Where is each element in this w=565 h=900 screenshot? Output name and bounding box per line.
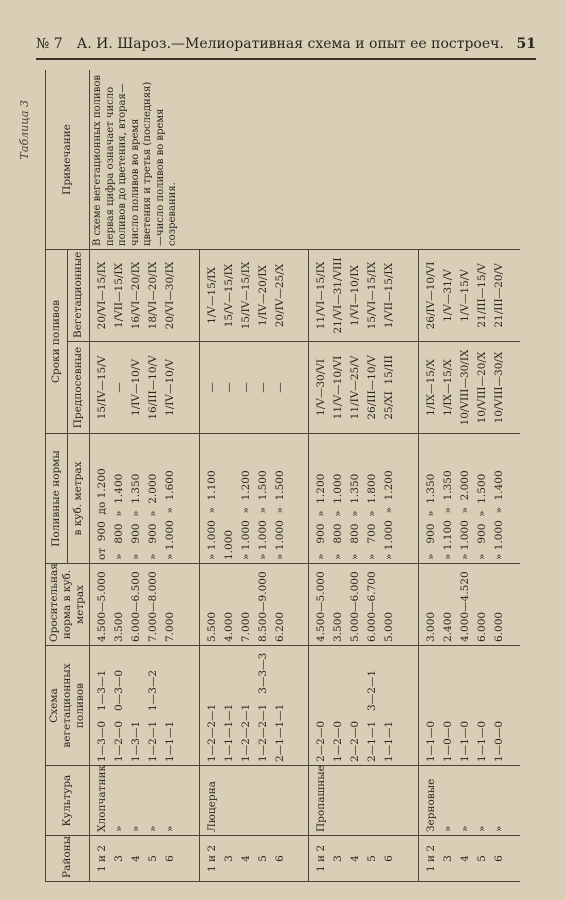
scheme-primary: 2—2—0: [315, 720, 328, 762]
cell-line-pre: —: [256, 382, 269, 393]
cell-line-culture: »: [113, 825, 126, 832]
cell-line-region: 4: [349, 855, 362, 862]
cell-region: [199, 836, 308, 882]
cell-line-pre: 15/IV—15/V: [96, 355, 109, 420]
cell-line-pre: 10/VIII—20/X: [475, 351, 488, 424]
cell-pre: [418, 342, 520, 434]
cell-line-scheme: [423, 649, 440, 762]
cell-line-water: » 800 » 1.350: [349, 473, 362, 560]
cell-line-scheme: [255, 649, 272, 762]
table-label: Таблица 3: [18, 100, 31, 160]
col-terms: Сроки поливов: [46, 249, 68, 433]
cell-line-water: » 700 » 1.800: [366, 473, 379, 560]
scheme-alternate: 1—3—2: [147, 669, 160, 721]
cell-line-water: » 1.000 » 2.000: [458, 470, 471, 560]
cell-line-water: » 1.000 » 1.200: [383, 470, 396, 560]
cell-line-water: » 1.100 » 1.350: [441, 470, 454, 560]
cell-line-scheme: [94, 649, 111, 762]
running-title: А. И. Шароз.—Мелиоративная схема и опыт ее построеч.: [76, 36, 504, 52]
cell-line-culture: [330, 769, 347, 832]
cell-line-veg: 1/V—15/IX: [205, 267, 218, 324]
cell-line-scheme: [491, 649, 508, 762]
scheme-primary: 1—2—1: [147, 720, 160, 762]
cell-line-region: 5: [256, 855, 269, 862]
cell-line-pre: 1/IV—10/V: [164, 359, 177, 416]
cell-line-veg: 1/VII—15/IX: [383, 262, 396, 329]
cell-scheme: [418, 646, 520, 766]
cell-line-region: 1 и 2: [424, 844, 437, 873]
cell-line-veg: 15/V—15/IX: [222, 263, 235, 328]
cell-line-region: 5: [366, 855, 379, 862]
cell-line-culture: [221, 769, 238, 832]
cell-line-scheme: [474, 649, 491, 762]
header-row-1: [46, 70, 68, 882]
page-header: [36, 30, 536, 60]
cell-line-veg: 15/IV—15/IX: [239, 261, 252, 330]
cell-norm: [199, 564, 308, 646]
cell-line-veg: 21/VI—31/VIII: [332, 257, 345, 334]
cell-line-region: 6: [273, 855, 286, 862]
cell-line-scheme: [347, 649, 364, 762]
cell-line-scheme: [330, 649, 347, 762]
irrigation-table: [45, 70, 520, 882]
cell-line-region: 6: [383, 855, 396, 862]
cell-line-culture: »: [147, 825, 160, 832]
scheme-primary: 1—1—0: [458, 720, 471, 762]
scheme-primary: 1—3—0: [96, 720, 109, 762]
cell-line-pre: 1/IX—15/X: [424, 359, 437, 416]
cell-norm: [90, 564, 199, 646]
cell-line-region: 4: [130, 855, 143, 862]
cell-line-pre: 10/VIII—30/X: [492, 351, 505, 424]
cell-line-norm: 4.000—4.520: [458, 571, 471, 642]
cell-line-norm: 7.000: [164, 611, 177, 642]
cell-line-veg: 1/V—15/V: [458, 269, 471, 322]
cell-line-norm: 2.400: [441, 611, 454, 642]
cell-line-veg: 21/III—15/V: [475, 263, 488, 328]
cell-line-water: » 1.000 » 1.400: [492, 470, 505, 560]
table-stage: [45, 70, 520, 882]
cell-line-veg: 1/VII—15/IX: [113, 262, 126, 329]
cell-water: [90, 434, 199, 564]
cell-line-region: 3: [222, 855, 235, 862]
table-body: [90, 70, 520, 882]
cell-line-culture: »: [164, 825, 177, 832]
scheme-primary: 1—0—0: [441, 720, 454, 762]
cell-line-pre: 10/VIII—30/IX: [458, 349, 471, 426]
cell-culture: [199, 766, 308, 836]
cell-line-pre: 25/XI 15/III: [383, 355, 396, 420]
cell-line-pre: —: [273, 382, 286, 393]
cell-line-norm: 3.500: [332, 611, 345, 642]
cell-line-region: 1 и 2: [205, 844, 218, 873]
scheme-primary: 1—1—1: [164, 720, 177, 762]
cell-line-scheme: [364, 649, 381, 762]
cell-line-water: » 900 » 2.000: [147, 473, 160, 560]
cell-line-water: » 1.000 » 1.500: [256, 470, 269, 560]
cell-line-culture: Пропашные: [315, 765, 328, 832]
cell-line-water: » 900 » 1.350: [424, 473, 437, 560]
scheme-primary: 1—3—1: [130, 720, 143, 762]
scheme-alternate: 0—3—0: [113, 669, 126, 721]
cell-line-culture: [238, 769, 255, 832]
cell-line-veg: 18/VI—20/IX: [147, 261, 160, 330]
scheme-primary: 1—2—2—1: [239, 703, 252, 762]
cell-line-region: 3: [113, 855, 126, 862]
cell-line-culture: [381, 769, 398, 832]
scheme-primary: 1—1—1: [383, 720, 396, 762]
cell-line-veg: 1/V—31/V: [441, 269, 454, 322]
cell-line-pre: 11/IV—25/V: [349, 355, 362, 420]
col-watering-norms: Поливные нормы: [46, 434, 68, 564]
cell-line-region: 4: [458, 855, 471, 862]
cell-line-norm: 6.200: [273, 611, 286, 642]
cell-line-veg: 20/VI—30/IX: [164, 261, 177, 330]
cell-line-pre: 1/IX—15/X: [441, 359, 454, 416]
cell-line-pre: 26/III—10/V: [366, 355, 379, 420]
cell-veg: [418, 249, 520, 341]
cell-line-scheme: [381, 649, 398, 762]
cell-region: [309, 836, 418, 882]
scheme-primary: 1—2—0: [332, 720, 345, 762]
cell-line-culture: »: [475, 825, 488, 832]
col-scheme: Схема вегетационных поливов: [46, 646, 90, 766]
col-culture: Культура: [46, 766, 90, 836]
cell-line-veg: 20/IV—25/X: [273, 263, 286, 328]
cell-water: [418, 434, 520, 564]
cell-culture: [418, 766, 520, 836]
col-irrigation-norm: Оросительная норма в куб. метрах: [46, 564, 90, 646]
scheme-alternate: 1—3—1: [96, 669, 109, 721]
cell-line-pre: 1/V—30/VI: [315, 359, 328, 416]
cell-veg: [90, 249, 199, 341]
cell-line-norm: 5.000: [383, 611, 396, 642]
cell-line-water: » 1.000 » 1.100: [205, 470, 218, 560]
cell-line-pre: —: [239, 382, 252, 393]
cell-line-culture: »: [458, 825, 471, 832]
cell-line-scheme: [111, 649, 128, 762]
cell-scheme: [90, 646, 199, 766]
cell-line-norm: 6.000—6.500: [130, 571, 143, 642]
cell-line-water: » 800 » 1.000: [332, 473, 345, 560]
col-watering-norms-units: в куб. метрах: [68, 434, 90, 564]
cell-line-water: 1.000: [222, 529, 235, 560]
cell-line-pre: 16/III—10/V: [147, 355, 160, 420]
cell-line-region: 5: [147, 855, 160, 862]
cell-line-veg: 1/IV—20/IX: [256, 265, 269, 326]
cell-line-norm: 8.500—9.000: [256, 571, 269, 642]
cell-line-norm: 5.500: [205, 611, 218, 642]
cell-line-pre: —: [222, 382, 235, 393]
cell-line-pre: 11/V—10/VI: [332, 355, 345, 420]
cell-line-veg: 11/VI—15/IX: [315, 261, 328, 330]
cell-line-culture: [272, 769, 289, 832]
cell-line-norm: 3.000: [424, 611, 437, 642]
cell-norm: [309, 564, 418, 646]
cell-line-scheme: [221, 649, 238, 762]
cell-line-veg: 15/VI—15/IX: [366, 261, 379, 330]
cell-line-region: 6: [164, 855, 177, 862]
cell-line-norm: 4.500—5.000: [315, 571, 328, 642]
cell-line-water: » 900 » 1.350: [130, 473, 143, 560]
cell-line-culture: [347, 769, 364, 832]
col-regions: Районы: [46, 836, 90, 882]
scheme-primary: 2—1—1: [366, 720, 379, 762]
cell-region: [90, 836, 199, 882]
journal-issue: № 7: [36, 36, 63, 52]
cell-norm: [418, 564, 520, 646]
rotated-table-wrapper: [45, 70, 520, 882]
cell-line-scheme: [162, 649, 179, 762]
cell-line-scheme: [272, 649, 289, 762]
cell-line-culture: Хлопчатник: [96, 764, 109, 832]
cell-veg: [199, 249, 308, 341]
cell-line-norm: 6.000: [475, 611, 488, 642]
cell-pre: [90, 342, 199, 434]
cell-line-scheme: [238, 649, 255, 762]
scheme-primary: 1—0—0: [492, 720, 505, 762]
cell-line-culture: [255, 769, 272, 832]
cell-line-scheme: [128, 649, 145, 762]
cell-line-water: » 800 » 1.400: [113, 473, 126, 560]
cell-region: [418, 836, 520, 882]
cell-line-culture: »: [130, 825, 143, 832]
cell-water: [309, 434, 418, 564]
cell-water: [199, 434, 308, 564]
cell-line-region: 1 и 2: [96, 844, 109, 873]
cell-scheme: [199, 646, 308, 766]
cell-line-veg: 16/VI—20/IX: [130, 261, 143, 330]
cell-line-scheme: [440, 649, 457, 762]
cell-line-pre: 1/IV—10/V: [130, 359, 143, 416]
cell-line-water: » 900 » 1.200: [315, 473, 328, 560]
cell-line-scheme: [313, 649, 330, 762]
cell-line-water: » 1.000 » 1.200: [239, 470, 252, 560]
scheme-primary: 1—1—0: [475, 720, 488, 762]
table-row: [90, 70, 199, 882]
scheme-primary: 1—2—0: [113, 720, 126, 762]
cell-veg: [309, 249, 418, 341]
col-note: Примечание: [46, 70, 90, 249]
scheme-primary: 1—2—2—1: [205, 703, 218, 762]
cell-line-culture: »: [492, 825, 505, 832]
cell-line-veg: 21/III—20/V: [492, 263, 505, 328]
scheme-primary: 2—2—0: [349, 720, 362, 762]
col-presowing: Предпосевные: [68, 342, 90, 434]
cell-line-region: 1 и 2: [315, 844, 328, 873]
cell-line-region: 4: [239, 855, 252, 862]
cell-pre: [199, 342, 308, 434]
cell-line-veg: 26/IV—10/VI: [424, 261, 437, 330]
scheme-primary: 1—1—1—1: [222, 703, 235, 762]
cell-line-norm: 6.000: [492, 611, 505, 642]
cell-pre: [309, 342, 418, 434]
cell-scheme: [309, 646, 418, 766]
cell-line-water: » 900 » 1.500: [475, 473, 488, 560]
cell-line-culture: »: [441, 825, 454, 832]
cell-line-norm: 4.500—5.000: [96, 571, 109, 642]
cell-line-norm: 7.000: [239, 611, 252, 642]
cell-line-culture: Зерновые: [424, 778, 437, 832]
cell-culture: [90, 766, 199, 836]
cell-line-scheme: [457, 649, 474, 762]
cell-line-water: » 1.000 » 1.600: [164, 470, 177, 560]
cell-line-region: 6: [492, 855, 505, 862]
cell-line-veg: 20/VI—15/IX: [96, 261, 109, 330]
cell-line-veg: 1/VI—10/IX: [349, 265, 362, 326]
scheme-primary: 2—1—1—1: [273, 703, 286, 762]
cell-line-norm: 6.000—6.700: [366, 571, 379, 642]
cell-line-norm: 7.000—8.000: [147, 571, 160, 642]
scheme-alternate: 3—2—1: [366, 669, 379, 721]
cell-culture: [309, 766, 418, 836]
cell-line-water: от 900 до 1.200: [96, 468, 109, 560]
cell-line-region: 3: [441, 855, 454, 862]
col-vegetation: Вегетационные: [68, 249, 90, 341]
cell-line-culture: Люцерна: [205, 781, 218, 832]
cell-line-scheme: [145, 649, 162, 762]
cell-line-culture: [364, 769, 381, 832]
cell-line-pre: —: [205, 382, 218, 393]
scheme-primary: 1—2—2—1: [256, 703, 269, 762]
header-left: [36, 36, 504, 52]
cell-line-region: 3: [332, 855, 345, 862]
note-cell: В схеме вегетационных поливов первая цифра означает число поливов до цветения, вторая—число поливов во время цветения и третья (последняя)—число поливов во время созревания.: [90, 70, 520, 249]
scheme-primary: 1—1—0: [424, 720, 437, 762]
cell-line-water: » 1.000 » 1.500: [273, 470, 286, 560]
cell-line-scheme: [204, 649, 221, 762]
scheme-alternate: 3—3—3: [256, 652, 269, 704]
cell-line-norm: 3.500: [113, 611, 126, 642]
cell-line-norm: 4.000: [222, 611, 235, 642]
cell-line-norm: 5.000—6.000: [349, 571, 362, 642]
cell-line-pre: —: [113, 382, 126, 393]
page-number: 51: [516, 36, 536, 52]
cell-line-region: 5: [475, 855, 488, 862]
